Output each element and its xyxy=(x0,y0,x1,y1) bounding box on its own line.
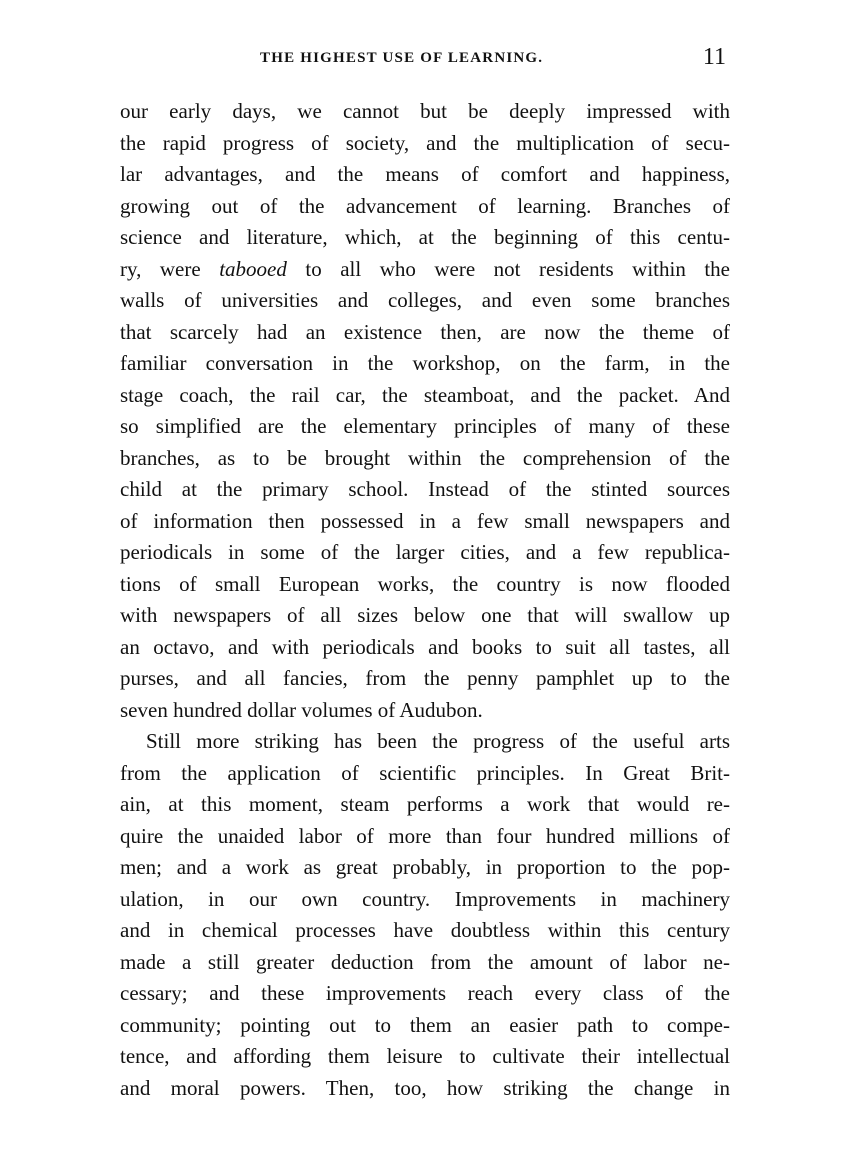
text-line: lar advantages, and the means of comfort and happiness, xyxy=(120,162,730,186)
running-title: THE HIGHEST USE OF LEARNING. xyxy=(260,50,544,66)
text-line: tions of small European works, the country is now flooded xyxy=(120,571,730,596)
text-segment: ry, were xyxy=(120,256,220,281)
text-line: of information then possessed in a few small newspapers and xyxy=(120,508,730,533)
text-line: with newspapers of all sizes below one that will swallow up xyxy=(120,603,730,627)
text-line: so simplified are the elementary principles of many of these xyxy=(120,414,730,438)
text-line: the rapid progress of society, and the multiplication of secu- xyxy=(120,130,730,155)
text-line: and moral powers. Then, too, how striking the change in xyxy=(120,1075,730,1100)
page-number: 11 xyxy=(702,44,726,70)
text-line: an octavo, and with periodicals and books to suit all tastes, all xyxy=(120,634,730,659)
text-line xyxy=(120,254,730,286)
text-line: ulation, in our own country. Improvements in machinery xyxy=(120,886,730,911)
text-line: cessary; and these improvements reach every class of the xyxy=(120,981,730,1005)
text-line: Still more striking has been the progress of the useful arts xyxy=(146,729,730,753)
text-line: periodicals in some of the larger cities, and a few republica- xyxy=(120,540,730,564)
text-line: ain, at this moment, steam performs a work that would re- xyxy=(120,792,730,816)
text-line: familiar conversation in the workshop, on the farm, in the xyxy=(120,351,730,375)
text-line: our early days, we cannot but be deeply impressed with xyxy=(120,99,730,123)
text-line: that scarcely had an existence then, are now the theme of xyxy=(120,319,730,344)
text-line: community; pointing out to them an easier path to compe- xyxy=(120,1012,730,1037)
text-line: tence, and affording them leisure to cultivate their intellectual xyxy=(120,1044,730,1068)
text-line: quire the unaided labor of more than four hundred millions of xyxy=(120,823,730,848)
text-line: child at the primary school. Instead of the stinted sources xyxy=(120,477,730,501)
text-line: branches, as to be brought within the comprehension of the xyxy=(120,445,730,470)
text-line: purses, and all fancies, from the penny pamphlet up to the xyxy=(120,666,730,690)
body-text xyxy=(120,96,730,1104)
text-line: science and literature, which, at the beginning of this centu- xyxy=(120,225,730,249)
text-line: men; and a work as great probably, in proportion to the pop- xyxy=(120,855,730,879)
text-line: growing out of the advancement of learning. Branches of xyxy=(120,193,730,218)
text-line: from the application of scientific principles. In Great Brit- xyxy=(120,760,730,785)
text-segment: to all who were not residents within the xyxy=(286,256,730,281)
text-line: and in chemical processes have doubtless within this century xyxy=(120,918,730,942)
text-line: seven hundred dollar volumes of Audubon. xyxy=(120,697,483,722)
text-line: stage coach, the rail car, the steamboat, and the packet. And xyxy=(120,382,730,407)
italic-word: tabooed xyxy=(219,256,287,281)
running-head xyxy=(120,44,730,74)
text-line: walls of universities and colleges, and even some branches xyxy=(120,288,730,312)
text-line: made a still greater deduction from the amount of labor ne- xyxy=(120,949,730,974)
